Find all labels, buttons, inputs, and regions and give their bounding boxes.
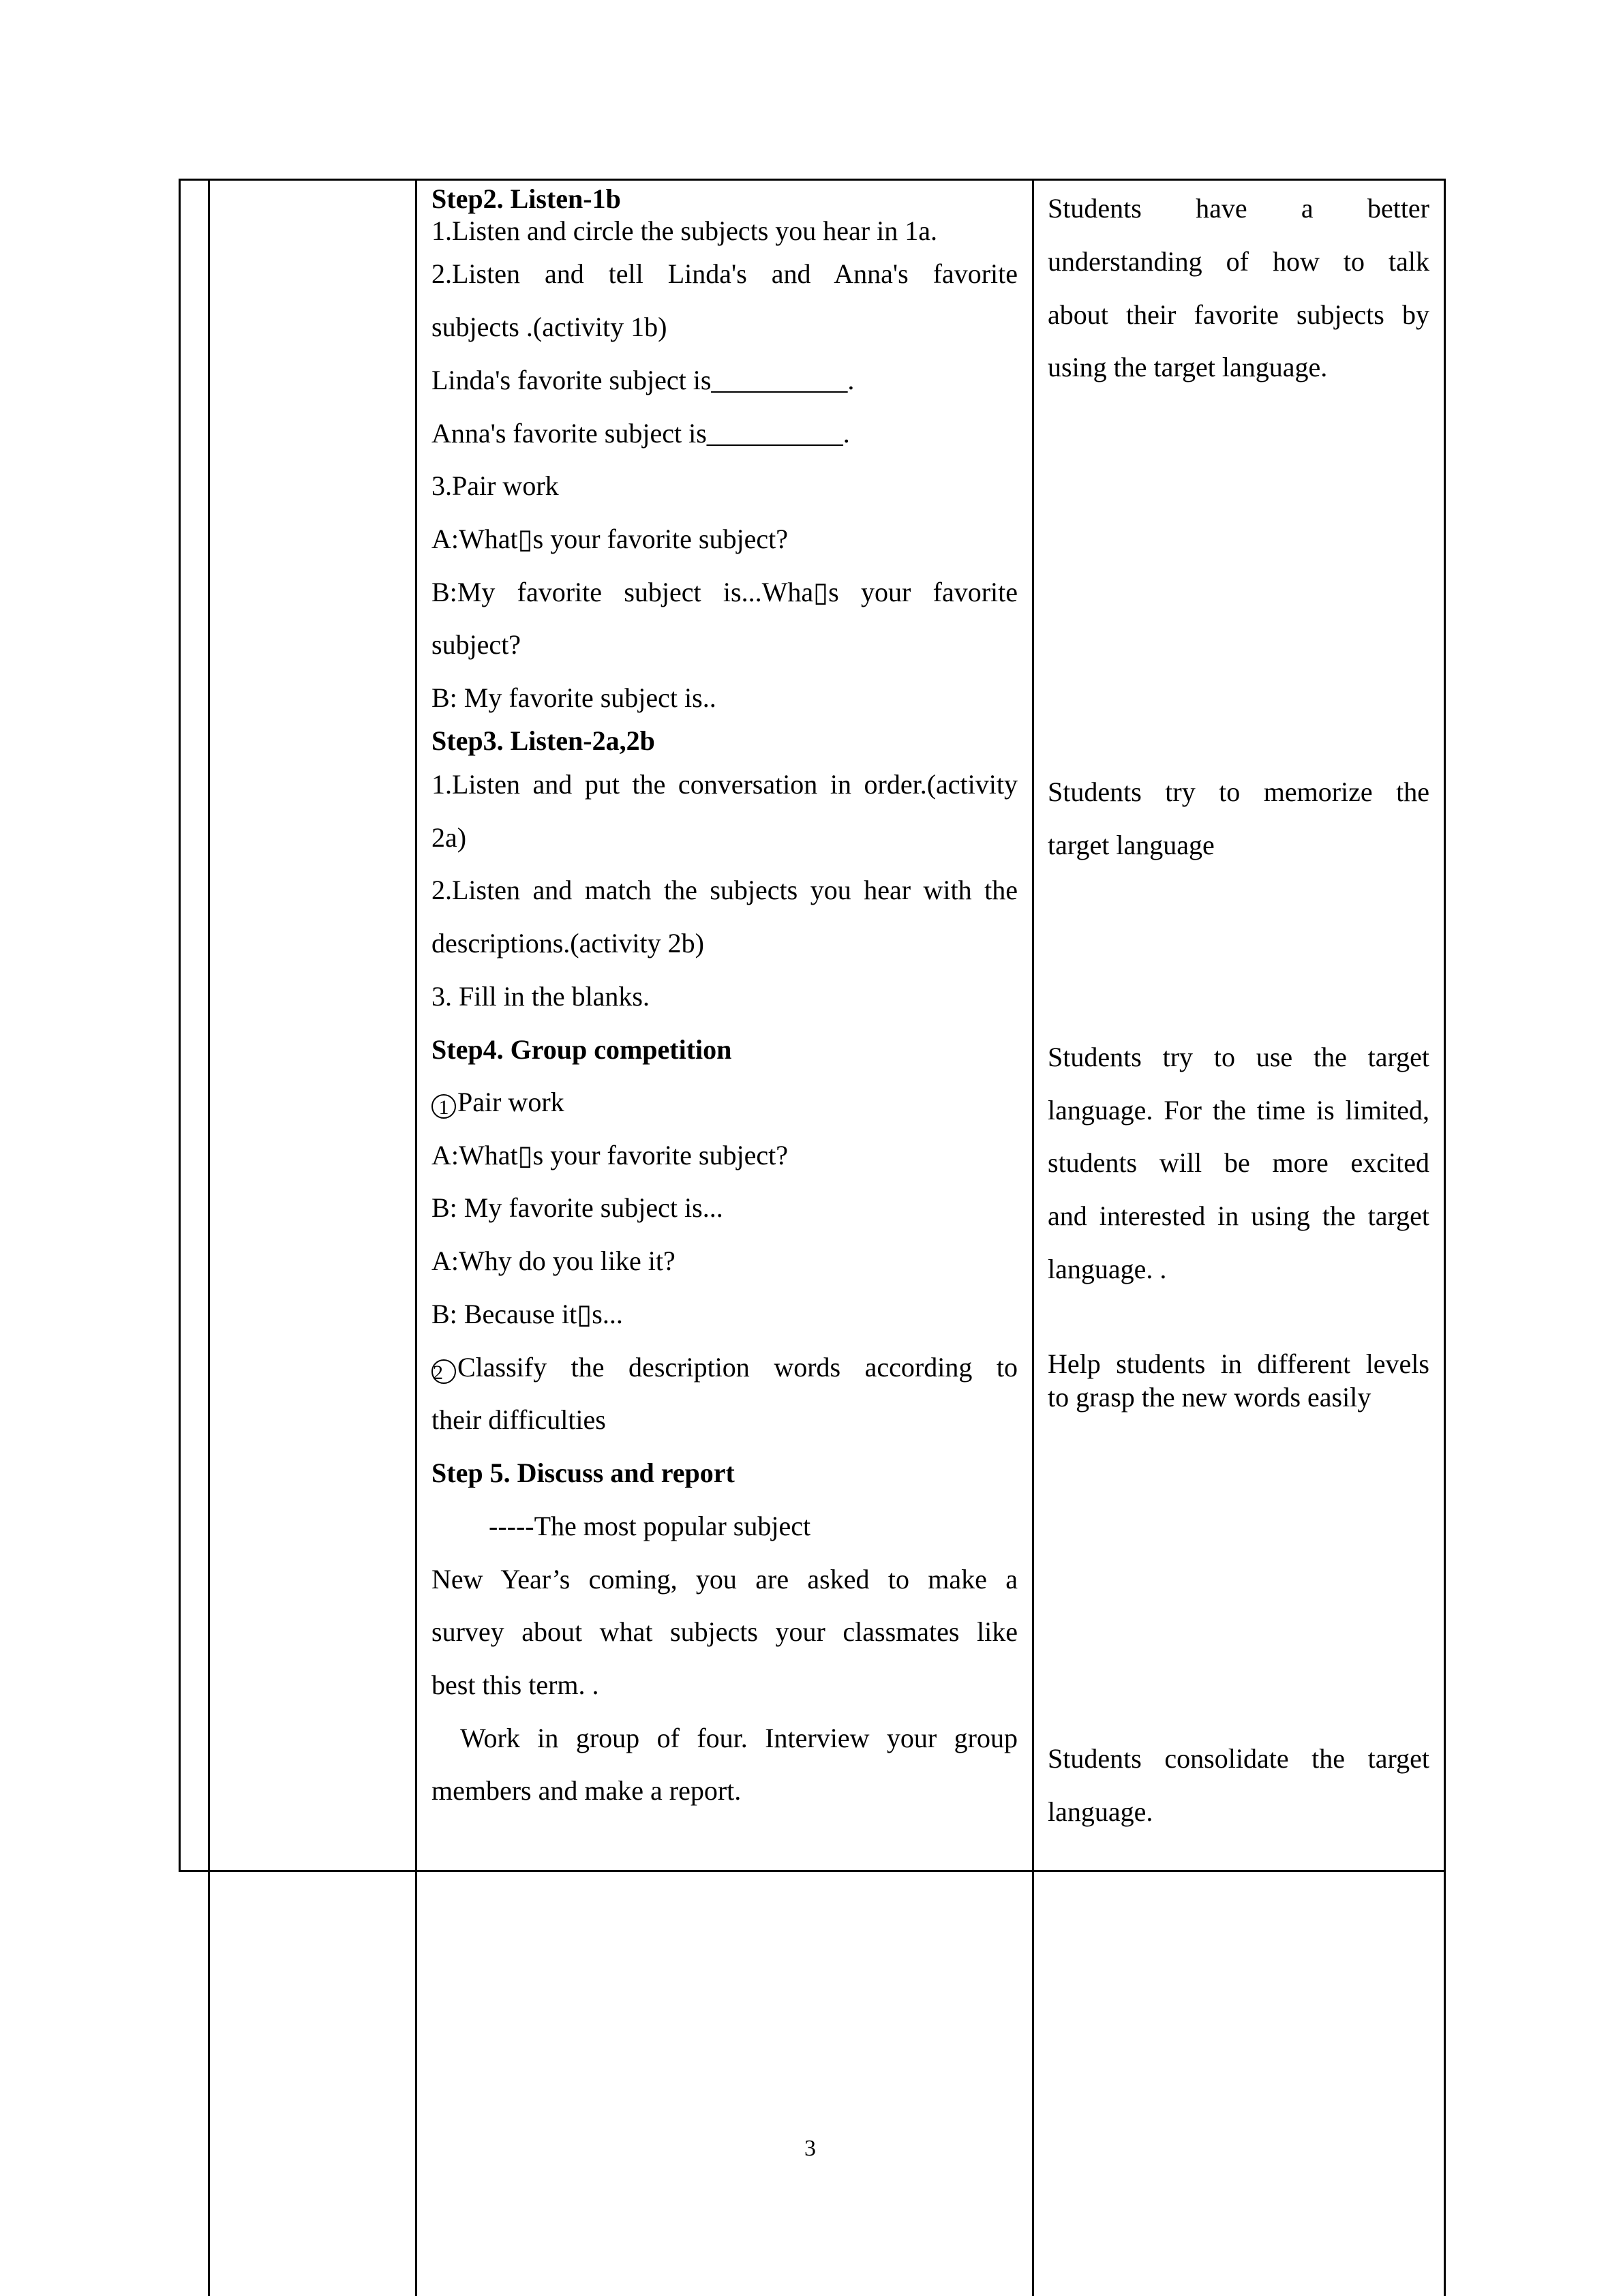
column-divider-2 <box>415 179 417 2296</box>
step2-line: 2.Listen and tell Linda's and Anna's favorite <box>431 258 1018 289</box>
purpose-line: Students try to use the target <box>1048 1042 1429 1072</box>
table-bottom-border <box>179 1870 1446 1872</box>
purpose-line: students will be more excited <box>1048 1147 1429 1178</box>
purpose-line: to grasp the new words easily <box>1048 1382 1371 1413</box>
purpose-line: Students consolidate the target <box>1048 1743 1429 1774</box>
step4-title: Step4. Group competition <box>431 1034 732 1065</box>
step5-line: survey about what subjects your classmates like <box>431 1616 1018 1647</box>
purpose-line: Help students in different levels <box>1048 1348 1429 1379</box>
step2-line: subject? <box>431 629 521 660</box>
column-divider-3 <box>1032 179 1034 2296</box>
step3-line: 3. Fill in the blanks. <box>431 981 650 1012</box>
step2-line: 1.Listen and circle the subjects you hear in 1a. <box>431 215 937 246</box>
step2-line: 3.Pair work <box>431 470 559 501</box>
step4-line: their difficulties <box>431 1404 606 1435</box>
step4-line: 2 Classify the description words according to <box>433 1352 1018 1384</box>
step4-line: A:What▯s your favorite subject? <box>431 1140 788 1170</box>
step4-line: 1 Pair work <box>431 1089 564 1119</box>
step2-line: B:My favorite subject is...Wha▯s your favorite <box>431 577 1018 607</box>
purpose-line: understanding of how to talk <box>1048 246 1429 277</box>
purpose-line: Students try to memorize the <box>1048 776 1429 807</box>
purpose-line: language. . <box>1048 1254 1167 1284</box>
step2-line: B: My favorite subject is.. <box>431 682 716 713</box>
step3-line: 1.Listen and put the conversation in order.(activity <box>431 769 1018 800</box>
purpose-line: Students have a better <box>1048 193 1429 224</box>
step5-line: Work in group of four. Interview your group <box>460 1723 1018 1753</box>
step5-line: members and make a report. <box>431 1775 742 1806</box>
step4-line: B: My favorite subject is... <box>431 1192 723 1223</box>
table-left-border <box>179 179 181 1872</box>
purpose-line: language. <box>1048 1796 1153 1827</box>
circled-number-1: 1 <box>431 1094 456 1119</box>
purpose-line: about their favorite subjects by <box>1048 299 1429 330</box>
table-right-border <box>1444 179 1446 2296</box>
step3-title: Step3. Listen-2a,2b <box>431 725 655 756</box>
step5-line: best this term. . <box>431 1670 599 1700</box>
step2-line: A:What▯s your favorite subject? <box>431 524 788 554</box>
column-divider-1 <box>208 179 210 2296</box>
step4-line: A:Why do you like it? <box>431 1245 676 1276</box>
step2-title: Step2. Listen-1b <box>431 183 621 214</box>
step3-line: 2a) <box>431 822 467 853</box>
step3-line: descriptions.(activity 2b) <box>431 928 704 958</box>
step4-line: B: Because it▯s... <box>431 1299 623 1329</box>
purpose-line: target language <box>1048 830 1215 860</box>
purpose-line: using the target language. <box>1048 352 1328 382</box>
step2-line: Anna's favorite subject is__________. <box>431 418 850 449</box>
step5-title: Step 5. Discuss and report <box>431 1457 735 1488</box>
step2-line: Linda's favorite subject is__________. <box>431 365 855 395</box>
purpose-line: language. For the time is limited, <box>1048 1095 1429 1126</box>
page-number: 3 <box>804 2136 816 2161</box>
step2-line: subjects .(activity 1b) <box>431 312 667 342</box>
step3-line: 2.Listen and match the subjects you hear with the <box>431 875 1018 905</box>
circled-number-2: 2 <box>431 1359 456 1384</box>
purpose-line: and interested in using the target <box>1048 1200 1429 1231</box>
table-top-border <box>179 179 1446 181</box>
step5-line: -----The most popular subject <box>489 1511 811 1541</box>
step5-line: New Year’s coming, you are asked to make a <box>431 1564 1018 1595</box>
